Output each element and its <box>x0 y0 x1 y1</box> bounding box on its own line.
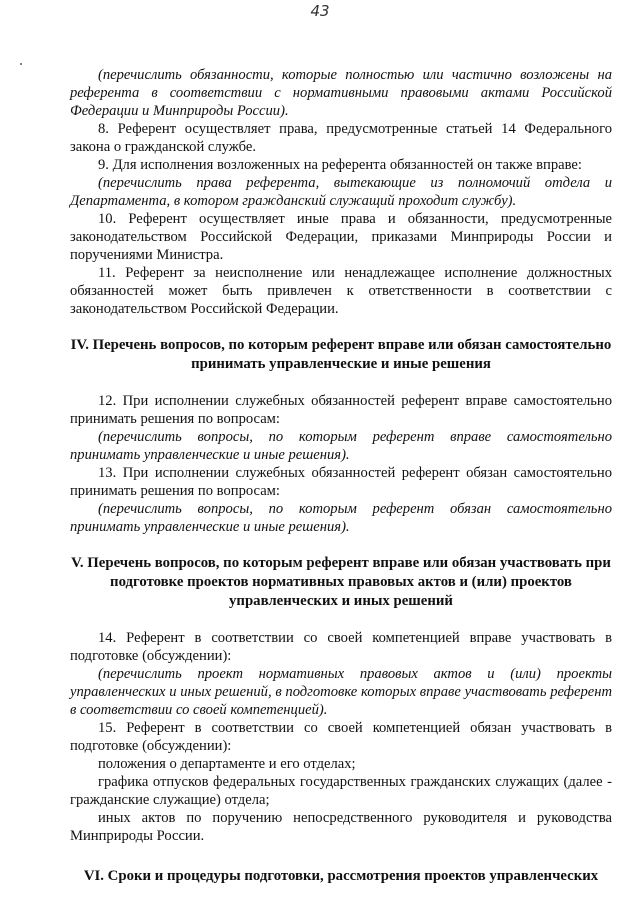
instruction-projects: (перечислить проект нормативных правовых актов и (или) проекты управленческих и иных решений, в подготовке которых вправе участвовать референт в соответствии со своей компетенцией). <box>70 666 612 718</box>
paragraph-9: 9. Для исполнения возложенных на референта обязанностей он также вправе: <box>98 157 582 173</box>
paragraph-11: 11. Референт за неисполнение или ненадлежащее исполнение должностных обязанностей может быть привлечен к ответственности в соответствии с законодательством Российской Федерации. <box>70 265 612 317</box>
scan-speck <box>20 63 22 65</box>
list-item-regulations: положения о департаменте и его отделах; <box>98 756 356 772</box>
paragraph-14: 14. Референт в соответствии со своей компетенцией вправе участвовать в подготовке (обсуждении): <box>70 630 612 664</box>
section-heading-iv: IV. Перечень вопросов, по которым референт вправе или обязан самостоятельно принимать управленческие и иные решения <box>70 337 612 372</box>
instruction-duties: (перечислить обязанности, которые полностью или частично возложены на референта в соответствии с нормативными правовыми актами Российской Федерации и Минприроды России). <box>70 67 612 119</box>
paragraph-13: 13. При исполнении служебных обязанностей референт обязан самостоятельно принимать решения по вопросам: <box>70 465 612 499</box>
paragraph-15: 15. Референт в соответствии со своей компетенцией обязан участвовать в подготовке (обсуждении): <box>70 720 612 754</box>
list-item-other-acts: иных актов по поручению непосредственного руководителя и руководства Минприроды России. <box>70 810 612 844</box>
document-body <box>70 66 612 886</box>
paragraph-10: 10. Референт осуществляет иные права и обязанности, предусмотренные законодательством Российской Федерации, приказами Минприроды России и поручениями Министра. <box>70 211 612 263</box>
paragraph-8: 8. Референт осуществляет права, предусмотренные статьей 14 Федерального закона о гражданской службе. <box>70 121 612 155</box>
page-number: 43 <box>310 2 330 20</box>
instruction-questions-may: (перечислить вопросы, по которым референт вправе самостоятельно принимать управленческие и иные решения). <box>70 429 612 463</box>
section-heading-vi: VI. Сроки и процедуры подготовки, рассмотрения проектов управленческих <box>83 868 599 884</box>
instruction-questions-must: (перечислить вопросы, по которым референт обязан самостоятельно принимать управленческие и иные решения). <box>70 501 612 535</box>
section-heading-v: V. Перечень вопросов, по которым референт вправе или обязан участвовать при подготовке проектов нормативных правовых актов и (или) проектов управленческих и иных решений <box>71 555 611 609</box>
paragraph-12: 12. При исполнении служебных обязанностей референт вправе самостоятельно принимать решения по вопросам: <box>70 393 612 427</box>
list-item-vacation-schedule: графика отпусков федеральных государственных гражданских служащих (далее - гражданские служащие) отдела; <box>70 774 612 808</box>
instruction-rights: (перечислить права референта, вытекающие из полномочий отдела и Департамента, в котором гражданский служащий проходит службу). <box>70 175 612 209</box>
